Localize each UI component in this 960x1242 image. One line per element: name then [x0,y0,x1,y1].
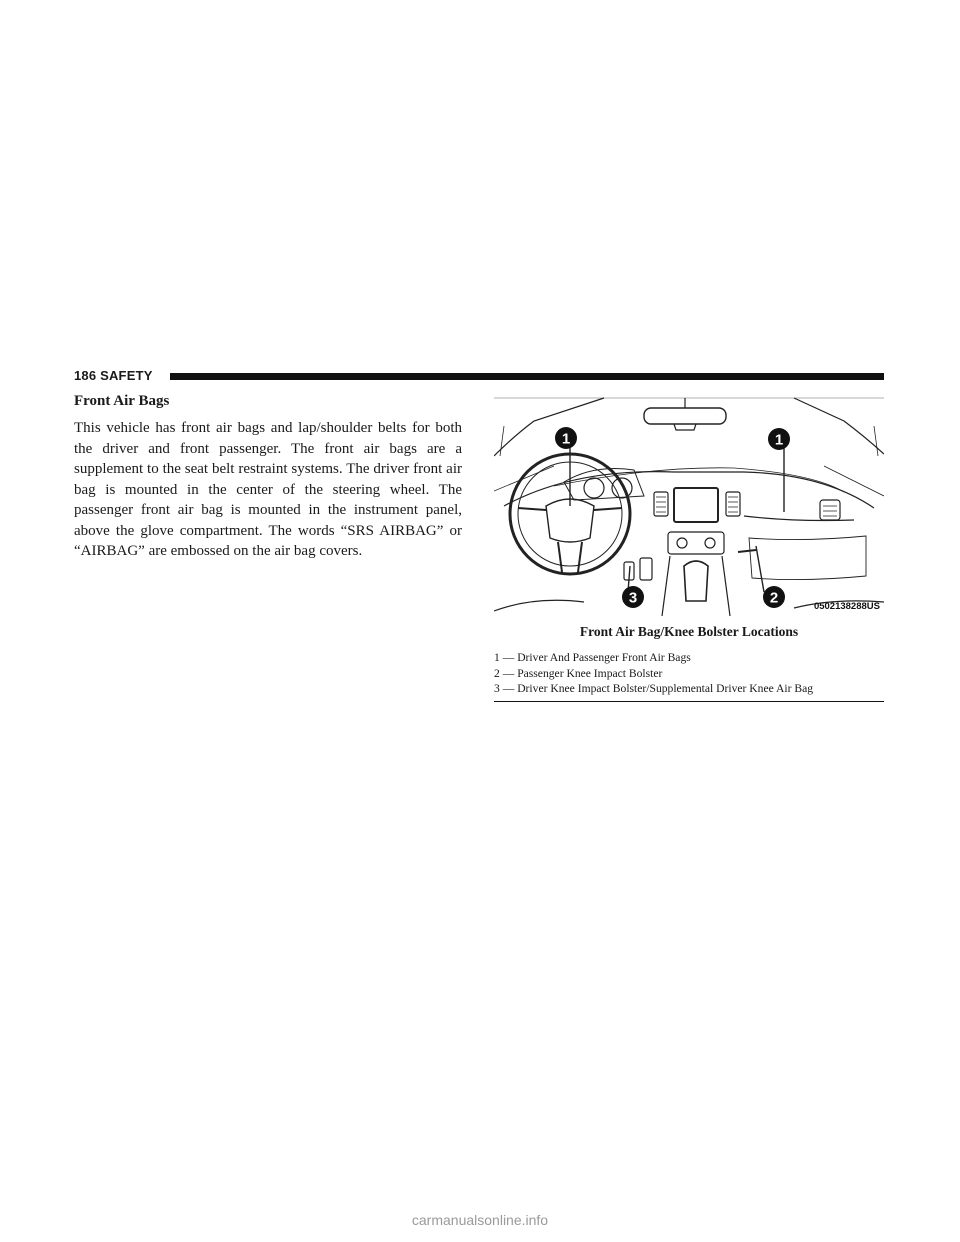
legend-item: 1 — Driver And Passenger Front Air Bags [494,651,691,664]
legend-item: 2 — Passenger Knee Impact Bolster [494,666,663,680]
callout-1-passenger: 1 [774,431,784,449]
figure-legend [494,650,884,697]
section-title: Front Air Bags [74,393,170,409]
dashboard-illustration [494,396,884,616]
page-header [74,364,884,388]
callout-1-driver: 1 [561,430,571,448]
figure-caption: Front Air Bag/Knee Bolster Locations [579,624,799,639]
section-body: This vehicle has front air bags and lap/shoulder belts for both the driver and front passenger. The front air bags are a supplement to the seat belt restraint systems. The driver front air bag is mounted in the center of the steering wheel. The passenger front air bag is mounted in the instrument panel, above the glove compartment. The words “SRS AIRBAG” or “AIRBAG” are embossed on the air bag covers. [74,420,462,559]
watermark: carmanualsonline.info [411,1212,549,1228]
header-rule [170,373,884,380]
callout-2: 2 [769,589,779,607]
image-code: 0502138288US [813,601,880,612]
legend-rule [494,701,884,702]
callout-3: 3 [628,589,638,607]
page-number: 186 SAFETY [74,368,153,383]
legend-item: 3 — Driver Knee Impact Bolster/Supplemental Driver Knee Air Bag [494,682,814,695]
